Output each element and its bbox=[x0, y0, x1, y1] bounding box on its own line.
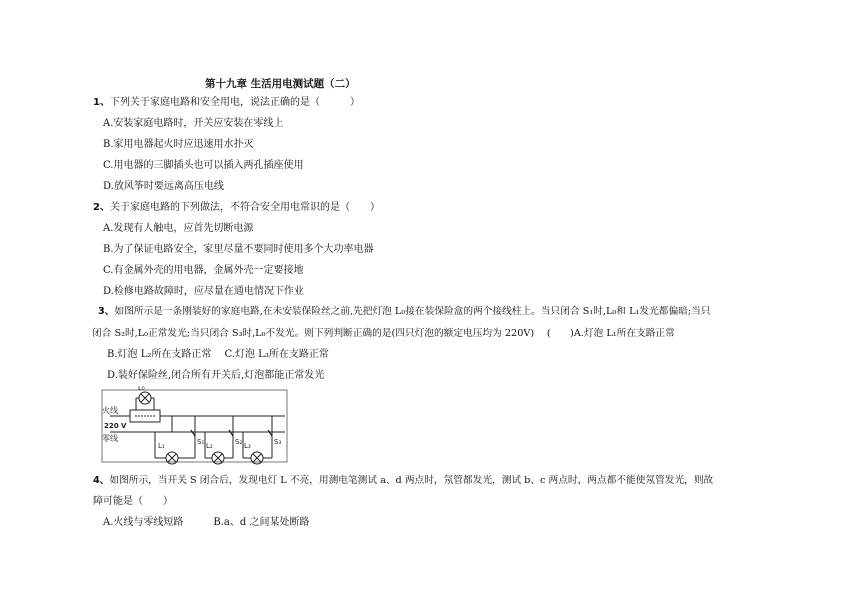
question-4-options: A.火线与零线短路 B.a、d 之间某处断路 bbox=[103, 517, 310, 528]
question-3-line-2: 闭合 S₂时,L₀正常发光;当只闭合 S₃时,L₀不发光。则下列判断正确的是(四只灯泡的额定电压均为 220V) ( )A.灯泡 L₁所在支路正常 bbox=[92, 328, 675, 339]
question-4-line-1 bbox=[93, 474, 713, 487]
question-2-option-d: D.检修电路故障时，应尽量在通电情况下作业 bbox=[103, 286, 304, 297]
question-1-option-a: A.安装家庭电路时，开关应安装在零线上 bbox=[103, 118, 284, 129]
switch-s2-label: S₂ bbox=[235, 438, 243, 446]
switch-s1-label: S₁ bbox=[197, 438, 205, 446]
question-3-text-1: 如图所示是一条刚装好的家庭电路,在未安装保险丝之前,先把灯泡 L₀接在装保险盒的两个接线柱上。当只闭合 S₁时,L₀和 L₁发光都偏暗;当只 bbox=[114, 306, 711, 317]
live-wire-label: 火线 bbox=[102, 406, 118, 415]
question-1-stem bbox=[93, 96, 360, 109]
lamp-l2-label: L₂ bbox=[206, 442, 213, 450]
question-3-line-1 bbox=[98, 305, 710, 318]
switch-s3-label: S₃ bbox=[274, 438, 282, 446]
question-2-option-b: B.为了保证电路安全，家里尽量不要同时使用多个大功率电器 bbox=[103, 244, 374, 255]
question-1-option-b: B.家用电器起火时应迅速用水扑灭 bbox=[103, 139, 254, 150]
question-1-option-d: D.放风筝时要远离高压电线 bbox=[103, 181, 224, 192]
question-2-option-a: A.发现有人触电，应首先切断电源 bbox=[103, 223, 254, 234]
neutral-wire-label: 零线 bbox=[102, 434, 118, 443]
question-2-number: 2、 bbox=[93, 202, 110, 213]
question-3-line-3: B.灯泡 L₂所在支路正常 C.灯泡 L₃所在支路正常 bbox=[107, 349, 329, 360]
question-4-line-2: 障可能是（ ） bbox=[93, 496, 173, 507]
lamp-l1-label: L₁ bbox=[158, 442, 165, 450]
lamp-l0-label: L₀ bbox=[138, 386, 145, 392]
question-4-text-1: 如图所示，当开关 S 闭合后，发现电灯 L 不亮，用测电笔测试 a、d 两点时，氖管都发光，测试 b、c 两点时，两点都不能使氖管发光，则故 bbox=[109, 475, 714, 486]
question-1-text: 下列关于家庭电路和安全用电，说法正确的是（ ） bbox=[109, 97, 360, 108]
question-1-number: 1、 bbox=[93, 97, 110, 108]
question-3-line-4: D.装好保险丝,闭合所有开关后,灯泡都能正常发光 bbox=[107, 370, 325, 381]
question-1-option-c: C.用电器的三脚插头也可以插入两孔插座使用 bbox=[103, 160, 304, 171]
question-4-number: 4、 bbox=[93, 475, 110, 486]
question-2-option-c: C.有金属外壳的用电器，金属外壳一定要接地 bbox=[103, 265, 304, 276]
question-2-stem bbox=[93, 201, 380, 214]
lamp-l3-label: L₃ bbox=[244, 442, 251, 450]
page-title: 第十九章 生活用电测试题（二） bbox=[205, 78, 356, 90]
circuit-diagram bbox=[100, 386, 290, 466]
voltage-label: 220 V bbox=[104, 422, 127, 430]
question-2-text: 关于家庭电路的下列做法，不符合安全用电常识的是（ ） bbox=[109, 202, 380, 213]
question-3-number: 3、 bbox=[98, 306, 115, 317]
